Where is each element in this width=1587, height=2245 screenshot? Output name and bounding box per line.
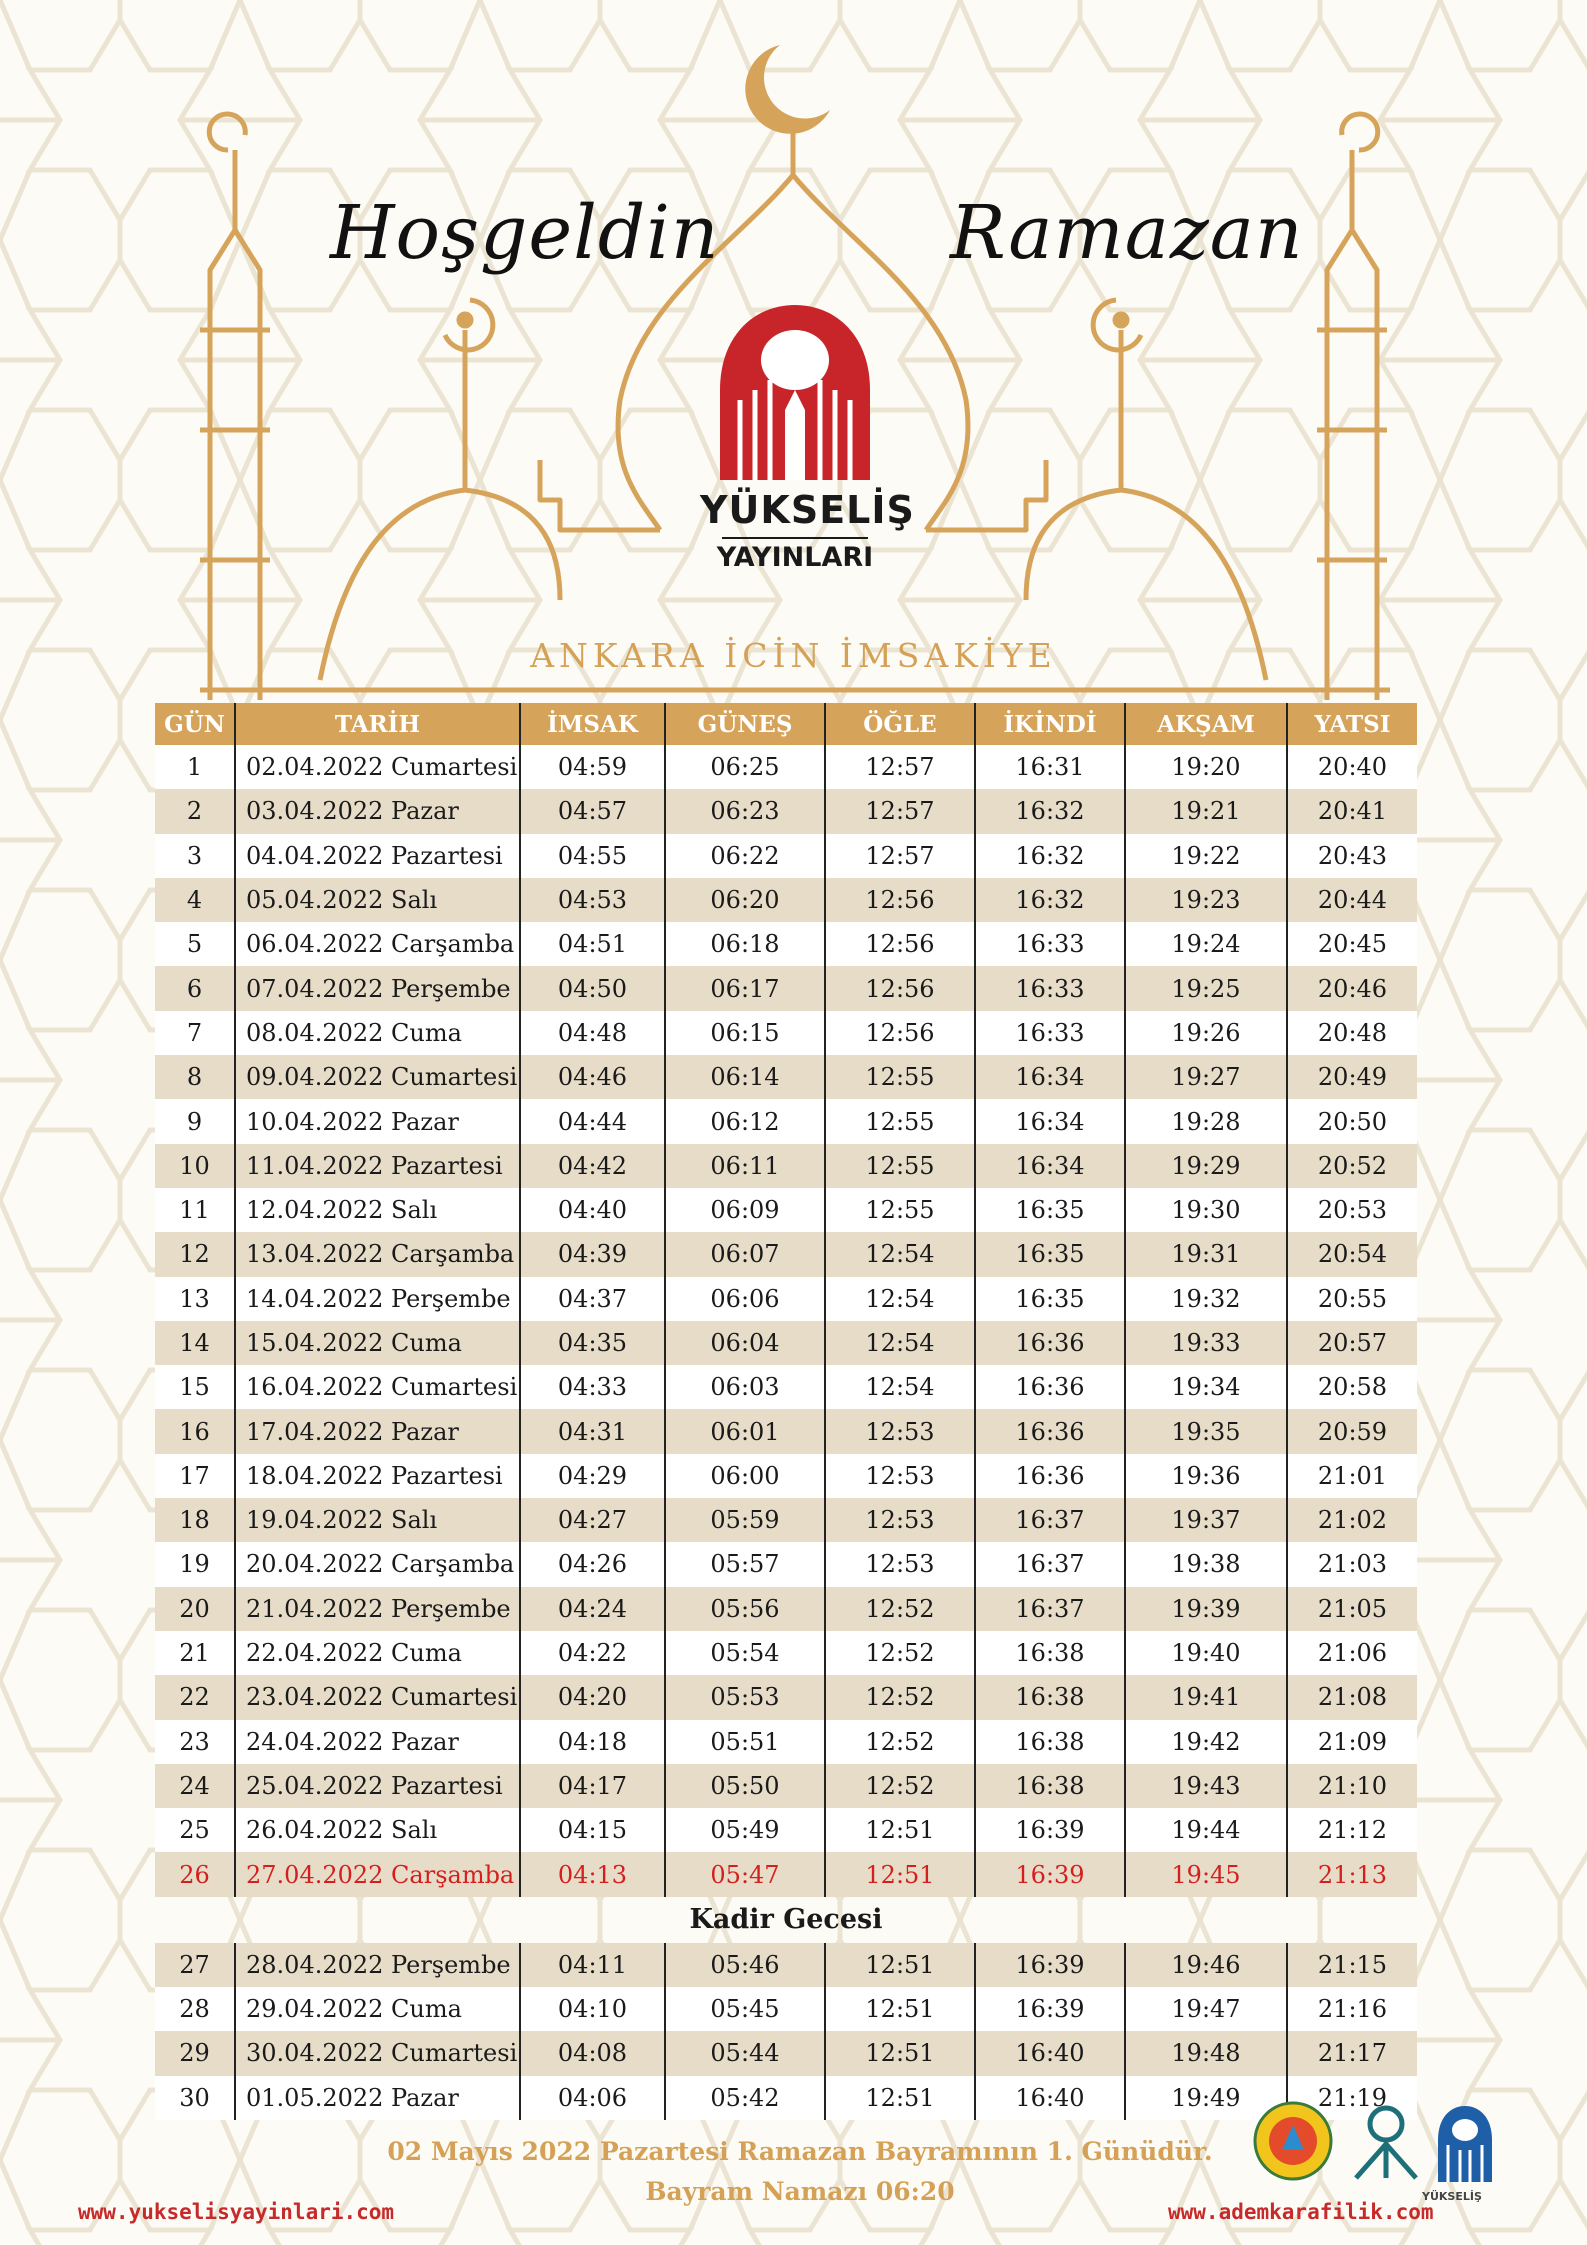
table-cell-5: 16:33: [975, 922, 1125, 966]
author-url[interactable]: www.ademkarafilik.com: [1168, 2200, 1434, 2224]
table-cell-6: 19:47: [1125, 1987, 1287, 2031]
table-cell-7: 20:55: [1287, 1277, 1417, 1321]
table-cell-7: 20:53: [1287, 1188, 1417, 1232]
table-cell-1: 16.04.2022 Cumartesi: [235, 1365, 520, 1409]
table-cell-3: 06:20: [665, 878, 825, 922]
table-cell-4: 12:54: [825, 1232, 975, 1276]
bayram-date-text: 02 Mayıs 2022 Pazartesi Ramazan Bayramının 1. Günüdür.: [387, 2137, 1213, 2166]
table-cell-2: 04:10: [520, 1987, 665, 2031]
table-cell-7: 20:58: [1287, 1365, 1417, 1409]
table-cell-7: 20:46: [1287, 966, 1417, 1010]
table-cell-3: 05:47: [665, 1852, 825, 1896]
table-cell-6: 19:31: [1125, 1232, 1287, 1276]
table-cell-3: 05:53: [665, 1675, 825, 1719]
column-header: İKİNDİ: [975, 703, 1125, 745]
table-cell-7: 20:52: [1287, 1144, 1417, 1188]
table-header-row: [155, 703, 1417, 745]
table-cell-0: 16: [155, 1409, 235, 1453]
table-cell-7: 20:44: [1287, 878, 1417, 922]
table-cell-5: 16:35: [975, 1277, 1125, 1321]
welcome-title-left: Hoşgeldin: [330, 190, 720, 276]
table-cell-1: 04.04.2022 Pazartesi: [235, 834, 520, 878]
table-cell-1: 29.04.2022 Cuma: [235, 1987, 520, 2031]
table-row: [155, 1055, 1417, 1099]
table-cell-6: 19:37: [1125, 1498, 1287, 1542]
table-cell-1: 17.04.2022 Pazar: [235, 1409, 520, 1453]
table-cell-2: 04:33: [520, 1365, 665, 1409]
table-cell-4: 12:53: [825, 1498, 975, 1542]
table-cell-5: 16:34: [975, 1144, 1125, 1188]
column-header: GÜN: [155, 703, 235, 745]
table-cell-7: 21:13: [1287, 1852, 1417, 1896]
table-row: [155, 1321, 1417, 1365]
table-cell-5: 16:34: [975, 1055, 1125, 1099]
table-cell-3: 06:04: [665, 1321, 825, 1365]
table-cell-4: 12:56: [825, 1011, 975, 1055]
table-cell-7: 21:10: [1287, 1764, 1417, 1808]
table-cell-5: 16:40: [975, 2076, 1125, 2120]
table-cell-2: 04:20: [520, 1675, 665, 1719]
table-cell-5: 16:35: [975, 1188, 1125, 1232]
table-cell-3: 05:56: [665, 1587, 825, 1631]
table-cell-7: 21:08: [1287, 1675, 1417, 1719]
table-cell-6: 19:41: [1125, 1675, 1287, 1719]
table-cell-2: 04:18: [520, 1720, 665, 1764]
table-cell-2: 04:39: [520, 1232, 665, 1276]
table-cell-6: 19:32: [1125, 1277, 1287, 1321]
table-cell-6: 19:22: [1125, 834, 1287, 878]
imsakiye-table: [155, 703, 1417, 2120]
table-row: [155, 1943, 1417, 1987]
table-cell-4: 12:56: [825, 878, 975, 922]
table-cell-4: 12:55: [825, 1188, 975, 1232]
table-cell-2: 04:51: [520, 922, 665, 966]
table-cell-5: 16:37: [975, 1542, 1125, 1586]
ak-monogram-icon: [1350, 2100, 1422, 2182]
table-cell-5: 16:38: [975, 1720, 1125, 1764]
table-cell-0: 21: [155, 1631, 235, 1675]
table-row: [155, 1365, 1417, 1409]
table-cell-6: 19:39: [1125, 1587, 1287, 1631]
table-cell-7: 21:17: [1287, 2031, 1417, 2075]
table-cell-3: 06:12: [665, 1099, 825, 1143]
table-row: [155, 834, 1417, 878]
table-cell-0: 6: [155, 966, 235, 1010]
table-row: [155, 1720, 1417, 1764]
table-cell-6: 19:24: [1125, 922, 1287, 966]
table-cell-0: 30: [155, 2076, 235, 2120]
table-cell-0: 28: [155, 1987, 235, 2031]
brand-divider: [722, 537, 868, 539]
yukselis-emblem-icon: [700, 290, 890, 480]
table-cell-6: 19:36: [1125, 1454, 1287, 1498]
table-cell-3: 05:49: [665, 1808, 825, 1852]
table-cell-2: 04:11: [520, 1943, 665, 1987]
table-cell-5: 16:36: [975, 1365, 1125, 1409]
table-cell-1: 25.04.2022 Pazartesi: [235, 1764, 520, 1808]
table-cell-1: 02.04.2022 Cumartesi: [235, 745, 520, 789]
table-cell-1: 22.04.2022 Cuma: [235, 1631, 520, 1675]
table-row: [155, 1498, 1417, 1542]
table-cell-6: 19:25: [1125, 966, 1287, 1010]
table-cell-7: 21:05: [1287, 1587, 1417, 1631]
table-row: [155, 1675, 1417, 1719]
table-row: [155, 1587, 1417, 1631]
table-cell-6: 19:45: [1125, 1852, 1287, 1896]
table-cell-3: 06:17: [665, 966, 825, 1010]
table-cell-5: 16:39: [975, 1943, 1125, 1987]
table-row: [155, 1852, 1417, 1896]
table-cell-0: 18: [155, 1498, 235, 1542]
table-cell-5: 16:38: [975, 1764, 1125, 1808]
table-cell-3: 06:14: [665, 1055, 825, 1099]
table-cell-4: 12:51: [825, 1808, 975, 1852]
table-cell-3: 06:11: [665, 1144, 825, 1188]
column-header: TARİH: [235, 703, 520, 745]
table-cell-2: 04:48: [520, 1011, 665, 1055]
footer-logo-label: YÜKSELİŞ: [1422, 2190, 1482, 2203]
table-cell-0: 24: [155, 1764, 235, 1808]
table-cell-2: 04:46: [520, 1055, 665, 1099]
table-cell-7: 20:43: [1287, 834, 1417, 878]
table-cell-6: 19:23: [1125, 878, 1287, 922]
table-cell-4: 12:52: [825, 1587, 975, 1631]
table-cell-3: 05:51: [665, 1720, 825, 1764]
table-cell-6: 19:20: [1125, 745, 1287, 789]
table-cell-3: 06:23: [665, 789, 825, 833]
welcome-title-right: Ramazan: [950, 190, 1304, 276]
table-cell-0: 13: [155, 1277, 235, 1321]
table-cell-4: 12:57: [825, 789, 975, 833]
table-cell-2: 04:06: [520, 2076, 665, 2120]
table-cell-1: 23.04.2022 Cumartesi: [235, 1675, 520, 1719]
table-cell-2: 04:15: [520, 1808, 665, 1852]
table-cell-7: 21:03: [1287, 1542, 1417, 1586]
table-cell-2: 04:22: [520, 1631, 665, 1675]
table-cell-4: 12:57: [825, 745, 975, 789]
kadir-gecesi-label: Kadir Gecesi: [689, 1904, 883, 1936]
table-cell-2: 04:44: [520, 1099, 665, 1143]
table-cell-2: 04:08: [520, 2031, 665, 2075]
table-cell-1: 07.04.2022 Perşembe: [235, 966, 520, 1010]
school-emblem-icon: [1252, 2100, 1334, 2182]
table-row: [155, 1232, 1417, 1276]
table-cell-4: 12:53: [825, 1454, 975, 1498]
table-cell-0: 26: [155, 1852, 235, 1896]
table-row: [155, 1409, 1417, 1453]
table-cell-0: 12: [155, 1232, 235, 1276]
table-cell-4: 12:54: [825, 1277, 975, 1321]
table-cell-3: 05:59: [665, 1498, 825, 1542]
table-cell-0: 29: [155, 2031, 235, 2075]
table-cell-0: 1: [155, 745, 235, 789]
table-cell-0: 8: [155, 1055, 235, 1099]
table-cell-1: 05.04.2022 Salı: [235, 878, 520, 922]
table-row: [155, 1631, 1417, 1675]
table-cell-1: 18.04.2022 Pazartesi: [235, 1454, 520, 1498]
table-cell-5: 16:36: [975, 1454, 1125, 1498]
table-row: [155, 2031, 1417, 2075]
table-cell-5: 16:36: [975, 1409, 1125, 1453]
table-cell-7: 21:02: [1287, 1498, 1417, 1542]
table-cell-3: 05:45: [665, 1987, 825, 2031]
table-cell-3: 06:22: [665, 834, 825, 878]
table-cell-7: 21:06: [1287, 1631, 1417, 1675]
table-row: [155, 966, 1417, 1010]
table-cell-0: 9: [155, 1099, 235, 1143]
table-cell-1: 12.04.2022 Salı: [235, 1188, 520, 1232]
table-cell-5: 16:32: [975, 834, 1125, 878]
table-cell-5: 16:37: [975, 1587, 1125, 1631]
brand-subtitle: YAYINLARI: [716, 542, 874, 573]
table-cell-4: 12:56: [825, 966, 975, 1010]
table-cell-0: 11: [155, 1188, 235, 1232]
table-row: [155, 745, 1417, 789]
table-row: [155, 1099, 1417, 1143]
table-cell-6: 19:40: [1125, 1631, 1287, 1675]
table-cell-2: 04:55: [520, 834, 665, 878]
column-header: GÜNEŞ: [665, 703, 825, 745]
column-header: İMSAK: [520, 703, 665, 745]
table-row: [155, 878, 1417, 922]
table-cell-4: 12:53: [825, 1409, 975, 1453]
table-cell-7: 20:41: [1287, 789, 1417, 833]
table-cell-7: 20:59: [1287, 1409, 1417, 1453]
table-cell-6: 19:38: [1125, 1542, 1287, 1586]
table-cell-0: 27: [155, 1943, 235, 1987]
publisher-url[interactable]: www.yukselisyayinlari.com: [78, 2200, 395, 2224]
table-cell-2: 04:53: [520, 878, 665, 922]
table-row: [155, 1011, 1417, 1055]
table-cell-4: 12:55: [825, 1144, 975, 1188]
table-cell-1: 19.04.2022 Salı: [235, 1498, 520, 1542]
brand-name: YÜKSELİŞ: [700, 488, 915, 532]
table-cell-5: 16:32: [975, 878, 1125, 922]
table-cell-6: 19:46: [1125, 1943, 1287, 1987]
table-row: [155, 2076, 1417, 2120]
table-cell-5: 16:34: [975, 1099, 1125, 1143]
table-cell-4: 12:51: [825, 1852, 975, 1896]
table-cell-1: 08.04.2022 Cuma: [235, 1011, 520, 1055]
table-cell-0: 5: [155, 922, 235, 966]
table-cell-6: 19:30: [1125, 1188, 1287, 1232]
table-cell-2: 04:42: [520, 1144, 665, 1188]
table-cell-2: 04:37: [520, 1277, 665, 1321]
table-cell-3: 06:09: [665, 1188, 825, 1232]
table-cell-7: 20:50: [1287, 1099, 1417, 1143]
table-cell-3: 05:50: [665, 1764, 825, 1808]
table-cell-2: 04:26: [520, 1542, 665, 1586]
table-cell-5: 16:39: [975, 1852, 1125, 1896]
table-cell-0: 7: [155, 1011, 235, 1055]
table-cell-6: 19:49: [1125, 2076, 1287, 2120]
table-cell-6: 19:28: [1125, 1099, 1287, 1143]
table-cell-0: 22: [155, 1675, 235, 1719]
table-cell-2: 04:31: [520, 1409, 665, 1453]
table-cell-1: 11.04.2022 Pazartesi: [235, 1144, 520, 1188]
table-cell-4: 12:56: [825, 922, 975, 966]
table-cell-1: 24.04.2022 Pazar: [235, 1720, 520, 1764]
table-row: [155, 1277, 1417, 1321]
table-cell-5: 16:39: [975, 1987, 1125, 2031]
table-cell-4: 12:55: [825, 1099, 975, 1143]
table-cell-2: 04:13: [520, 1852, 665, 1896]
table-cell-7: 20:54: [1287, 1232, 1417, 1276]
table-cell-0: 4: [155, 878, 235, 922]
table-cell-2: 04:59: [520, 745, 665, 789]
table-cell-1: 21.04.2022 Perşembe: [235, 1587, 520, 1631]
table-cell-3: 06:06: [665, 1277, 825, 1321]
table-cell-3: 06:01: [665, 1409, 825, 1453]
table-cell-6: 19:42: [1125, 1720, 1287, 1764]
table-cell-1: 30.04.2022 Cumartesi: [235, 2031, 520, 2075]
table-cell-3: 05:54: [665, 1631, 825, 1675]
table-row: [155, 1454, 1417, 1498]
table-row: [155, 922, 1417, 966]
footer-logos: [1252, 2100, 1552, 2195]
table-cell-2: 04:17: [520, 1764, 665, 1808]
table-cell-6: 19:21: [1125, 789, 1287, 833]
table-cell-1: 20.04.2022 Carşamba: [235, 1542, 520, 1586]
table-cell-4: 12:53: [825, 1542, 975, 1586]
table-cell-1: 10.04.2022 Pazar: [235, 1099, 520, 1143]
table-cell-7: 21:09: [1287, 1720, 1417, 1764]
table-cell-6: 19:48: [1125, 2031, 1287, 2075]
table-cell-4: 12:52: [825, 1764, 975, 1808]
table-cell-3: 05:44: [665, 2031, 825, 2075]
table-cell-6: 19:44: [1125, 1808, 1287, 1852]
table-cell-5: 16:32: [975, 789, 1125, 833]
table-cell-2: 04:27: [520, 1498, 665, 1542]
table-cell-4: 12:51: [825, 1943, 975, 1987]
table-cell-1: 14.04.2022 Perşembe: [235, 1277, 520, 1321]
table-cell-4: 12:51: [825, 2031, 975, 2075]
table-cell-5: 16:33: [975, 1011, 1125, 1055]
yukselis-logo-icon: [1430, 2100, 1500, 2182]
table-cell-3: 06:18: [665, 922, 825, 966]
table-row: [155, 1808, 1417, 1852]
table-cell-0: 10: [155, 1144, 235, 1188]
table-cell-7: 20:48: [1287, 1011, 1417, 1055]
bayram-prayer-text: Bayram Namazı 06:20: [645, 2177, 955, 2206]
table-cell-7: 20:40: [1287, 745, 1417, 789]
table-cell-4: 12:51: [825, 2076, 975, 2120]
table-cell-6: 19:26: [1125, 1011, 1287, 1055]
table-cell-7: 21:15: [1287, 1943, 1417, 1987]
table-cell-3: 06:15: [665, 1011, 825, 1055]
table-cell-4: 12:54: [825, 1365, 975, 1409]
table-cell-6: 19:27: [1125, 1055, 1287, 1099]
table-cell-4: 12:52: [825, 1720, 975, 1764]
table-cell-5: 16:33: [975, 966, 1125, 1010]
column-header: YATSI: [1287, 703, 1417, 745]
table-cell-1: 03.04.2022 Pazar: [235, 789, 520, 833]
kadir-gecesi-row: [155, 1897, 1417, 1943]
table-cell-7: 21:16: [1287, 1987, 1417, 2031]
table-cell-1: 26.04.2022 Salı: [235, 1808, 520, 1852]
table-cell-0: 23: [155, 1720, 235, 1764]
table-cell-7: 21:12: [1287, 1808, 1417, 1852]
table-cell-4: 12:54: [825, 1321, 975, 1365]
table-cell-1: 15.04.2022 Cuma: [235, 1321, 520, 1365]
table-row: [155, 1987, 1417, 2031]
table-row: [155, 1188, 1417, 1232]
table-cell-5: 16:35: [975, 1232, 1125, 1276]
column-header: ÖĞLE: [825, 703, 975, 745]
table-cell-5: 16:31: [975, 745, 1125, 789]
table-cell-6: 19:29: [1125, 1144, 1287, 1188]
table-cell-3: 05:46: [665, 1943, 825, 1987]
table-cell-0: 25: [155, 1808, 235, 1852]
table-cell-1: 27.04.2022 Carşamba: [235, 1852, 520, 1896]
table-cell-2: 04:24: [520, 1587, 665, 1631]
table-cell-4: 12:55: [825, 1055, 975, 1099]
table-cell-7: 20:45: [1287, 922, 1417, 966]
table-cell-3: 05:57: [665, 1542, 825, 1586]
table-cell-3: 06:03: [665, 1365, 825, 1409]
table-cell-1: 06.04.2022 Carşamba: [235, 922, 520, 966]
table-cell-3: 06:25: [665, 745, 825, 789]
table-cell-1: 01.05.2022 Pazar: [235, 2076, 520, 2120]
table-cell-6: 19:35: [1125, 1409, 1287, 1453]
table-cell-7: 21:01: [1287, 1454, 1417, 1498]
table-cell-1: 28.04.2022 Perşembe: [235, 1943, 520, 1987]
table-cell-4: 12:52: [825, 1675, 975, 1719]
table-cell-3: 06:07: [665, 1232, 825, 1276]
table-cell-7: 20:57: [1287, 1321, 1417, 1365]
column-header: AKŞAM: [1125, 703, 1287, 745]
table-cell-6: 19:34: [1125, 1365, 1287, 1409]
table-cell-0: 15: [155, 1365, 235, 1409]
table-cell-1: 09.04.2022 Cumartesi: [235, 1055, 520, 1099]
table-cell-7: 20:49: [1287, 1055, 1417, 1099]
table-row: [155, 789, 1417, 833]
table-cell-4: 12:57: [825, 834, 975, 878]
table-cell-4: 12:52: [825, 1631, 975, 1675]
table-cell-5: 16:38: [975, 1631, 1125, 1675]
table-cell-3: 06:00: [665, 1454, 825, 1498]
table-cell-5: 16:36: [975, 1321, 1125, 1365]
table-cell-3: 05:42: [665, 2076, 825, 2120]
table-cell-0: 14: [155, 1321, 235, 1365]
table-cell-1: 13.04.2022 Carşamba: [235, 1232, 520, 1276]
table-row: [155, 1144, 1417, 1188]
table-cell-4: 12:51: [825, 1987, 975, 2031]
table-cell-7: 21:19: [1287, 2076, 1417, 2120]
table-cell-0: 19: [155, 1542, 235, 1586]
table-cell-0: 3: [155, 834, 235, 878]
page-subtitle: ANKARA İCİN İMSAKİYE: [530, 636, 1057, 675]
table-cell-0: 20: [155, 1587, 235, 1631]
table-cell-2: 04:50: [520, 966, 665, 1010]
table-cell-0: 17: [155, 1454, 235, 1498]
table-cell-2: 04:40: [520, 1188, 665, 1232]
yukselis-logo: [700, 290, 915, 590]
table-cell-5: 16:37: [975, 1498, 1125, 1542]
table-row: [155, 1542, 1417, 1586]
table-cell-2: 04:57: [520, 789, 665, 833]
table-cell-5: 16:38: [975, 1675, 1125, 1719]
table-cell-5: 16:40: [975, 2031, 1125, 2075]
table-cell-6: 19:43: [1125, 1764, 1287, 1808]
table-cell-0: 2: [155, 789, 235, 833]
table-cell-2: 04:35: [520, 1321, 665, 1365]
table-cell-2: 04:29: [520, 1454, 665, 1498]
table-cell-6: 19:33: [1125, 1321, 1287, 1365]
table-row: [155, 1764, 1417, 1808]
table-cell-5: 16:39: [975, 1808, 1125, 1852]
